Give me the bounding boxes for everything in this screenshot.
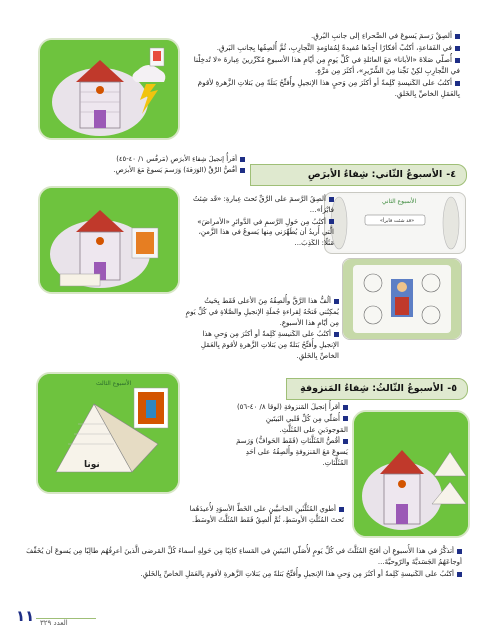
section3-line-3: أقُصُّ المُثَلَّثاتِ (فَقَط الحَوافُّ) وَرَسمَ يَسوعَ مَعَ المَنزوفةِ وأُلصِقُهُ على أحَدِ المُثَلَّثاتِ. xyxy=(236,437,348,467)
bullet-icon xyxy=(329,197,334,202)
bullet-icon xyxy=(457,549,462,554)
section1-text xyxy=(184,30,460,100)
church-lightning-illustration xyxy=(40,40,178,138)
church-scroll-illustration xyxy=(40,188,178,292)
healing-circles-illustration xyxy=(343,259,461,339)
section2-text xyxy=(184,194,334,250)
photo-church-healing xyxy=(352,410,470,538)
section2-title: الأسبوعُ الثّاني: شِفاءُ الأبرَصِ xyxy=(307,169,443,180)
section2-line-1: ألصِقُ الرَّسمَ على الرَّقِّ تَحتَ عِبارةِ: «قَد شِئتُ فابْرَأ»... xyxy=(192,195,334,214)
triangle-tent-illustration xyxy=(38,374,178,492)
bullet-icon xyxy=(334,299,339,304)
scroll-label: الأسبوع الثاني xyxy=(381,198,417,205)
tent-word: نونا xyxy=(84,460,100,470)
bullet-icon xyxy=(455,81,460,86)
bullet-icon xyxy=(455,46,460,51)
bullet-icon xyxy=(240,157,245,162)
scroll-quote: «قد شئت فابرأ» xyxy=(379,218,415,224)
section2-intro-1: أقرأُ إنجيلَ شِفاءِ الأبرَصِ (مَرقُس ١/ ٤٠-٤٥) xyxy=(116,155,237,163)
bullet-icon xyxy=(334,332,339,337)
section3-title: الأسبوعُ الثّالثُ: شِفاءُ المَنزوفةِ xyxy=(300,383,444,394)
section3-line-4: أطوي المُثَلَّثَينِ الجانبيَّينِ على الخَطِّ الأسوَدِ لأُعيدَهُما تَحتَ المُثَلَّثِ الأوسَطِ، ثُمَّ أُلصِقُ فَقَط المُثَلَّثَ الأوسَطَ. xyxy=(189,505,344,524)
section3-number: ٥- xyxy=(447,383,457,394)
section1-line-3: أُصلّي صَلاةَ «الأبانا» مَعَ العائلةِ في كُلِّ يَومٍ مِن أيّامِ هذا الأسبوعِ مُكَرِّرينَ عِبارةَ «لا تُدخِلْنا في التَّجارِبِ لكِنْ نَجِّنا مِنَ الشِّرّيرِ»، أكثَرَ مِن مَرَّةٍ. xyxy=(193,55,460,75)
bullet-icon xyxy=(457,572,462,577)
section1-line-2: في الفَقاعةِ، أكتُبْ أفكارًا أجِدُها مُفيدةً لِمُقاوَمةِ التَّجارِبِ، ثُمَّ أُلصِقُها بِجانبِ البَرقِ. xyxy=(216,43,452,52)
section2-text-wide xyxy=(184,296,339,363)
bullet-icon xyxy=(240,168,245,173)
section3-text-wide xyxy=(184,504,344,527)
bullet-icon xyxy=(455,34,460,39)
section2-intro-2: أقُصُّ الرَّقَّ (الوَرَقةَ) وَرَسمَ يَسوعَ مَعَ الأبرَصِ. xyxy=(113,166,237,174)
bullet-icon xyxy=(339,507,344,512)
section2-line-2: أكتُبُ مِن حَولِ الرَّسمِ في الدَّوائرِ «الأمراضَ» الَّتي أُريدُ أن يُطَهِّرَني مِنها يَسوعُ في هذا الزَّمنِ، مَثَلًا: الكَذِبَ... xyxy=(197,217,334,248)
section2-heading xyxy=(250,164,467,186)
scroll-image-bottom xyxy=(342,258,462,340)
section2-intro xyxy=(110,154,245,176)
photo-triangle-tent xyxy=(36,372,180,494)
bullet-icon xyxy=(343,405,348,410)
page-number: ١١ xyxy=(16,607,35,625)
issue-number: العدد ٣٢٩ xyxy=(40,619,68,627)
photo-church-lightning xyxy=(38,38,180,140)
section3-heading xyxy=(286,378,468,400)
section2-number: ٤- xyxy=(446,169,456,180)
church-healing-illustration xyxy=(354,412,468,536)
section3-text xyxy=(236,402,348,470)
section3-line-1: أقرأُ إنجيلَ المَنزوفةِ (لوقا ٨/ ٤٠-٥٦) xyxy=(236,403,340,411)
photo-church-scroll xyxy=(38,186,180,294)
section1-line-4: أكتُبُ على الكَنيسةِ كَلِمةً أو أكثَرَ مِن وَحيٍ هذا الإنجيلِ وأُفتِّحُ بَتلَةً مِن بَتلاتِ الزَّهرةِ لأقومَ بِالعَمَلِ الخاصِّ بِالخَلقِ. xyxy=(197,78,460,98)
bullet-icon xyxy=(343,439,348,444)
section2-line-4: أكتُبُ على الكَنيسةِ كَلِمةً أو أكثَرَ مِن وَحيِ هذا الإنجيلِ وأُفتِّحُ بَتلةً مِن بَتلاتِ الزَّهرةِ لأقومَ بِالعَمَلِ الخاصِّ بِالخَلقِ. xyxy=(200,330,339,360)
bullet-icon xyxy=(343,416,348,421)
bullet-icon xyxy=(455,58,460,63)
tent-scroll-label: الأسبوع الثالث xyxy=(96,380,132,387)
closing-line-2: أكتُبُ على الكَنيسةِ كَلِمةً أو أكثَرَ مِن وَحيِ هذا الإنجيلِ وأُفتِّحُ بَتلةً مِن بَتلاتِ الزَّهرةِ لأقومَ بِالعَمَلِ الخاصِّ بِالخَلقِ. xyxy=(140,570,454,578)
section1-line-1: ألصِقْ رَسمَ يَسوعَ في الصَّحراءِ إلى جانبِ البُرقِ. xyxy=(311,31,452,40)
scroll-image-top xyxy=(324,192,466,254)
bullet-icon xyxy=(329,219,334,224)
section3-line-2: أُصَلّي مِن كُلِّ قَلبي البَيتَينِ المَوجودَينِ على المُثَلَّثِ. xyxy=(265,414,348,434)
section2-line-3: ألُفُّ هذا الرَّقَّ وأُلصِقُهُ مِنَ الأعلى فَقَط بِحَيثُ يُمكِنُني فَتحُهُ لِقراءةِ جُملَةِ الإنجيلِ والصَّلاةِ في كُلِّ يَومٍ مِن أيّامِ هذا الأسبوعِ. xyxy=(185,297,339,327)
closing-text xyxy=(22,546,462,581)
closing-line-1: أتذكَّرُ في هذا الأُسبوعِ أن أفتَحَ المُثَلَّثَ في كُلِّ يَومٍ لأُصَلّي البَيتَينِ في المَساءِ كاتِبًا مِن حَولِهِ أسماءَ كُلِّ المَرضى الَّذينَ أعرِفُهُم طالِبًا مِن يَسوعَ أن يُخَفِّفَ أوجاعَهُمُ الجَسَديَّةَ والرّوحيَّةَ... xyxy=(26,547,462,566)
